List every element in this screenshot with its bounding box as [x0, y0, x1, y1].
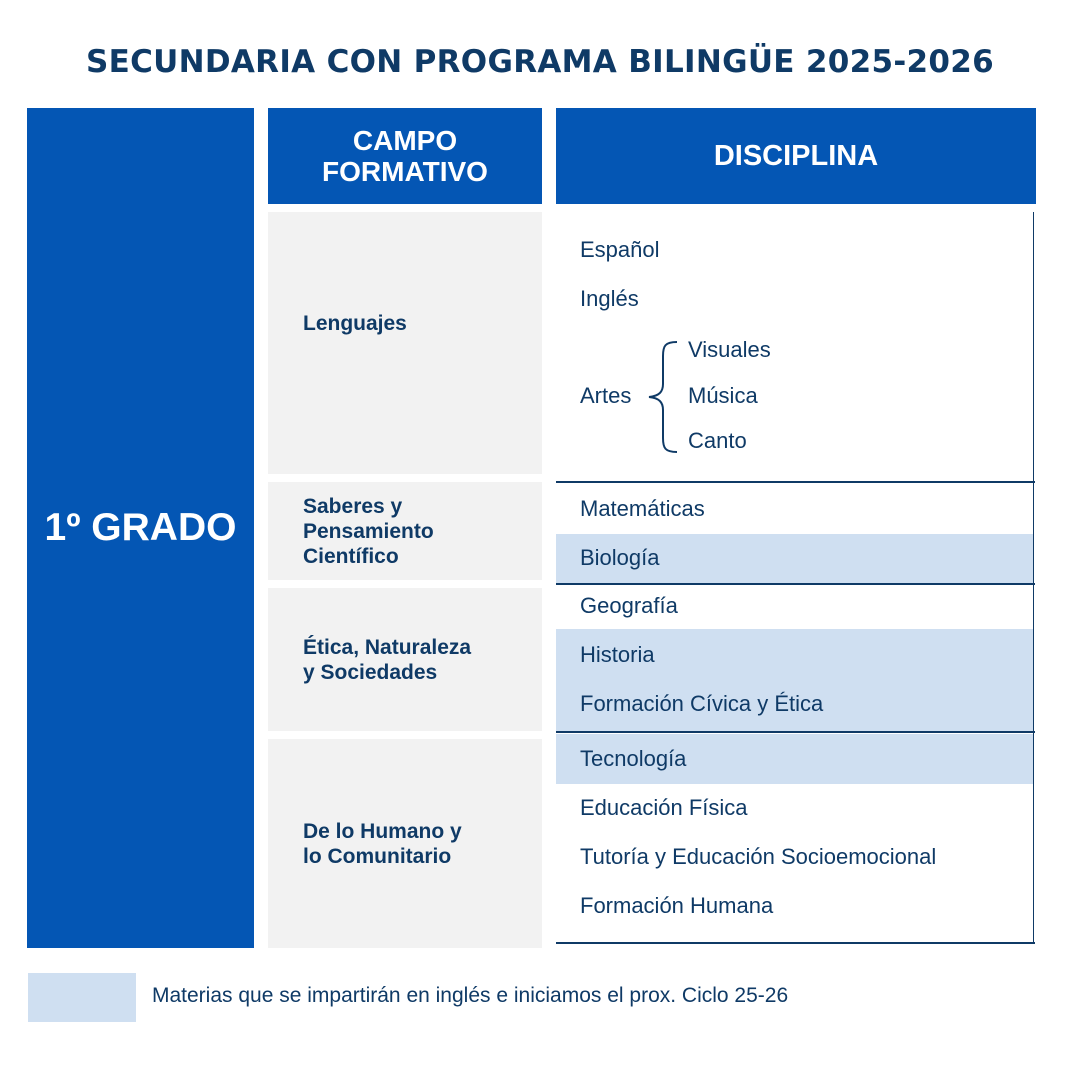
- curly-brace-icon: [643, 340, 683, 454]
- discipline-formacion-humana: Formación Humana: [580, 893, 774, 918]
- discipline-ingles: Inglés: [580, 286, 639, 311]
- discipline-geografia: Geografía: [580, 593, 678, 618]
- field-label: lo Comunitario: [303, 844, 452, 868]
- discipline-artes: Artes: [580, 383, 632, 408]
- divider: [556, 942, 1035, 944]
- discipline-espanol: Español: [580, 237, 660, 262]
- discipline-artes-visuales: Visuales: [688, 337, 771, 362]
- legend-text: Materias que se impartirán en inglés e iniciamos el prox. Ciclo 25-26: [152, 984, 789, 1007]
- field-etica: [268, 588, 542, 731]
- discipline-biologia: Biología: [580, 545, 660, 570]
- field-label: y Sociedades: [303, 660, 438, 684]
- legend-swatch: [28, 973, 136, 1022]
- discipline-matematicas: Matemáticas: [580, 496, 705, 521]
- field-label: Saberes y: [303, 494, 403, 518]
- disciplina-column-border: [556, 212, 1034, 943]
- field-label: Científico: [303, 544, 399, 568]
- discipline-civica: Formación Cívica y Ética: [580, 691, 824, 716]
- header-campo-line1: CAMPO: [352, 125, 458, 156]
- divider: [556, 583, 1035, 585]
- discipline-historia: Historia: [580, 642, 655, 667]
- discipline-tecnologia: Tecnología: [580, 746, 687, 771]
- header-campo-line2: FORMATIVO: [322, 156, 488, 187]
- page-title: SECUNDARIA CON PROGRAMA BILINGÜE 2025-2026: [85, 44, 994, 80]
- field-label: Ética, Naturaleza: [303, 635, 472, 659]
- header-campo-formativo: [268, 108, 542, 204]
- discipline-tutoria: Tutoría y Educación Socioemocional: [580, 844, 937, 869]
- discipline-artes-musica: Música: [688, 383, 758, 408]
- field-label: Lenguajes: [303, 311, 407, 335]
- field-lenguajes: [268, 212, 542, 474]
- field-saberes: [268, 482, 542, 580]
- discipline-educacion-fisica: Educación Física: [580, 795, 748, 820]
- divider: [556, 731, 1035, 733]
- discipline-artes-canto: Canto: [688, 428, 747, 453]
- field-humano: [268, 739, 542, 948]
- header-disciplina: DISCIPLINA: [556, 108, 1036, 204]
- field-label: Pensamiento: [303, 519, 434, 543]
- grade-label: 1º GRADO: [27, 108, 254, 948]
- field-label: De lo Humano y: [303, 819, 462, 843]
- divider: [556, 481, 1035, 483]
